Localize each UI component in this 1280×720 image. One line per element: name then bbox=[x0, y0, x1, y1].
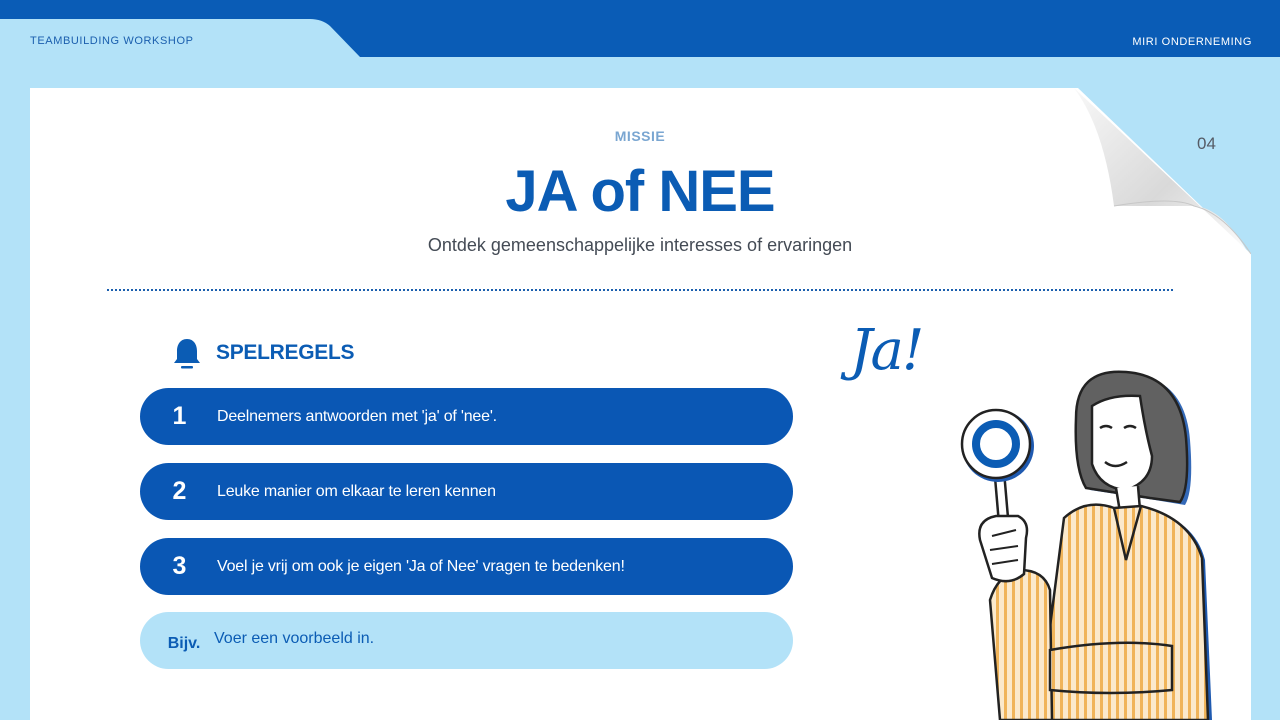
rule-item bbox=[140, 463, 793, 520]
company-label: MIRI ONDERNEMING bbox=[1132, 36, 1252, 48]
page-number: 04 bbox=[1197, 134, 1216, 153]
rule-item bbox=[140, 538, 793, 595]
rule-number: 1 bbox=[172, 402, 187, 430]
rule-text: Deelnemers antwoorden met 'ja' of 'nee'. bbox=[217, 407, 497, 425]
example-row[interactable] bbox=[140, 612, 793, 669]
top-bar bbox=[0, 0, 1280, 57]
example-text[interactable]: Voer een voorbeeld in. bbox=[214, 629, 375, 647]
bell-icon bbox=[172, 337, 202, 369]
rule-item bbox=[140, 388, 793, 445]
eyebrow-label: MISSIE bbox=[614, 128, 666, 144]
rule-number: 3 bbox=[172, 552, 187, 580]
top-bar-shape bbox=[0, 0, 1280, 57]
workshop-label: TEAMBUILDING WORKSHOP bbox=[30, 35, 194, 47]
rule-number: 2 bbox=[172, 477, 187, 505]
slide-title: JA of NEE bbox=[505, 159, 775, 224]
woman-holding-sign-icon bbox=[940, 360, 1230, 720]
rules-heading-label: SPELREGELS bbox=[216, 341, 355, 364]
dotted-divider bbox=[107, 289, 1173, 291]
rules-heading bbox=[172, 336, 354, 370]
rule-text: Leuke manier om elkaar te leren kennen bbox=[217, 482, 496, 500]
example-tag: Bijv. bbox=[167, 634, 201, 652]
rule-text: Voel je vrij om ook je eigen 'Ja of Nee' vragen te bedenken! bbox=[217, 557, 625, 575]
slide-subtitle: Ontdek gemeenschappelijke interesses of ervaringen bbox=[427, 235, 853, 255]
ja-exclamation: Ja! bbox=[850, 318, 923, 383]
